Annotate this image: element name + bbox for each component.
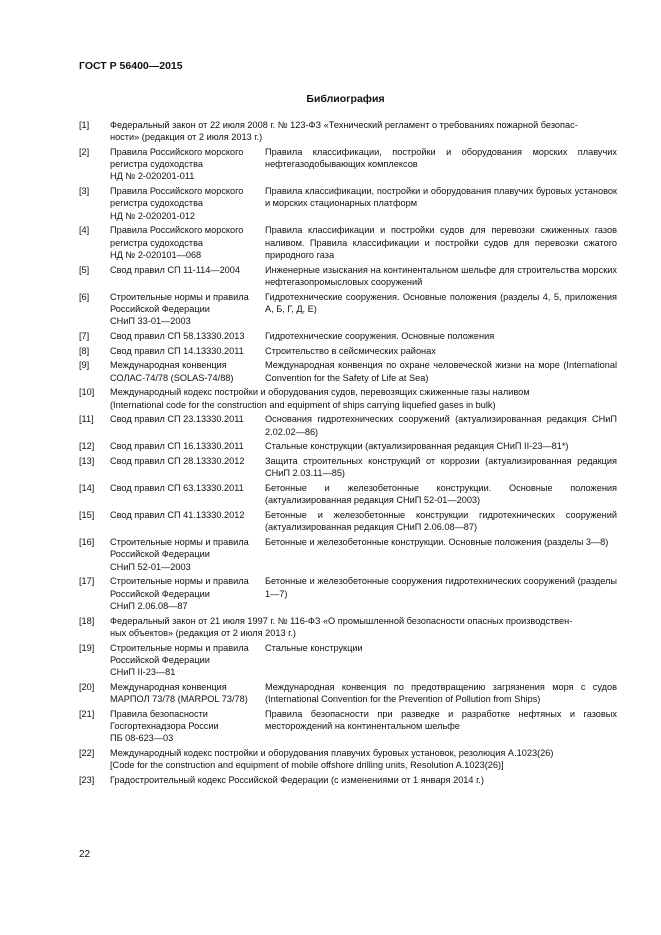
entry-description: Бетонные и железобетонные конструкции. Основные положения (актуализированная редакция СНиП 52-01—2003) <box>265 483 617 506</box>
entry-source: Строительные нормы и правила Российской Федерации СНиП 52-01—2003 <box>110 537 249 572</box>
entry-source: Международная конвенция СОЛАС-74/78 (SOLAS-74/88) <box>110 360 234 383</box>
entry-number: [1] <box>79 120 90 130</box>
entry-description: Инженерные изыскания на континентальном шельфе для строительства морских нефтегазопромысловых сооружений <box>265 264 617 287</box>
entry-description: Правила классификации и постройки судов для перевозки сжиженных газов наливом. Правила классификации и постройки судов для перевозки сжатого природного газа <box>265 225 617 260</box>
entry-full-text <box>110 615 617 639</box>
bibliography-entry <box>79 413 617 437</box>
entry-number: [17] <box>79 576 95 587</box>
entry-number: [8] <box>79 345 90 356</box>
entry-number: [20] <box>79 681 95 692</box>
document-header: ГОСТ Р 56400—2015 <box>79 60 183 72</box>
entry-number: [4] <box>79 225 90 236</box>
entry-description: Строительство в сейсмических районах <box>265 345 436 356</box>
entry-number: [22] <box>79 748 95 759</box>
entry-number: [5] <box>79 264 90 275</box>
bibliography-entry <box>79 359 617 383</box>
entry-number: [19] <box>79 642 95 653</box>
entry-number: [9] <box>79 360 90 371</box>
bibliography-entry <box>79 615 617 639</box>
entry-full-text <box>110 747 617 771</box>
entry-description: Защита строительных конструкций от коррозии (актуализированная редакция СНиП 2.03.11—85) <box>265 456 617 479</box>
entry-source: Свод правил СП 28.13330.2012 <box>110 456 245 467</box>
bibliography-entry <box>79 455 617 479</box>
entry-number: [13] <box>79 456 95 467</box>
bibliography-entry <box>79 224 617 261</box>
entry-number: [15] <box>79 510 95 521</box>
bibliography-entry <box>79 386 617 410</box>
entry-description: Стальные конструкции (актуализированная редакция СНиП II-23—81*) <box>265 441 569 452</box>
entry-description: Бетонные и железобетонные конструкции гидротехнических сооружений (актуализированная редакция СНиП 2.06.08—87) <box>265 510 617 533</box>
entry-number: [11] <box>79 414 94 425</box>
entry-number: [18] <box>79 615 95 626</box>
entry-description: Гидротехнические сооружения. Основные положения <box>265 330 495 341</box>
bibliography-entry <box>79 291 617 328</box>
entry-source: Правила Российского морского регистра судоходства НД № 2-020101—068 <box>110 225 244 260</box>
entry-text-line: ности» (редакция от 2 июля 2013 г.) <box>110 132 263 143</box>
entry-number: [10] <box>79 387 95 398</box>
bibliography-entry <box>79 575 617 612</box>
entry-description: Правила классификации, постройки и оборудования морских плавучих нефтегазодобывающих комплексов <box>265 147 617 170</box>
entry-number: [2] <box>79 147 90 157</box>
entry-source: Свод правил СП 41.13330.2012 <box>110 510 245 521</box>
entry-full-text <box>110 386 617 410</box>
entry-source: Правила Российского морского регистра судоходства НД № 2-020201-011 <box>110 147 244 182</box>
entry-text-line: Федеральный закон от 22 июля 2008 г. № 123-ФЗ «Технический регламент о требованиях пожарной безопас- <box>110 120 578 130</box>
entry-source: Свод правил СП 58.13330.2013 <box>110 330 245 341</box>
entry-text-line: ных объектов» (редакция от 2 июля 2013 г.) <box>110 627 296 638</box>
entry-description: Правила безопасности при разведке и разработке нефтяных и газовых месторождений на континентальном шельфе <box>265 708 617 732</box>
entry-source: Свод правил СП 11-114—2004 <box>110 264 241 275</box>
bibliography-entry <box>79 440 617 452</box>
entry-description: Международная конвенция по предотвращению загрязнения моря с судов (International Convention for the Prevention of Pollution from Ships) <box>265 681 617 705</box>
bibliography-entry <box>79 345 617 357</box>
entry-number: [6] <box>79 291 90 302</box>
bibliography-entry <box>79 642 617 679</box>
entry-description: Бетонные и железобетонные конструкции. Основные положения (разделы 3—8) <box>265 537 609 548</box>
bibliography-entry <box>79 330 617 342</box>
entry-number: [14] <box>79 483 95 494</box>
entry-source: Строительные нормы и правила Российской Федерации СНиП 2.06.08—87 <box>110 576 249 611</box>
entry-description: Стальные конструкции <box>265 642 363 653</box>
entry-source: Правила Российского морского регистра судоходства НД № 2-020201-012 <box>110 186 244 221</box>
entry-number: [12] <box>79 441 95 452</box>
entry-number: [21] <box>79 708 95 719</box>
entry-number: [7] <box>79 330 90 341</box>
entry-source: Строительные нормы и правила Российской Федерации СНиП II-23—81 <box>110 642 249 678</box>
bibliography-entry <box>79 119 617 143</box>
entry-description: Гидротехнические сооружения. Основные положения (разделы 4, 5, приложения А, Б, Г, Д, Е) <box>265 291 617 314</box>
entry-source: Свод правил СП 14.13330.2011 <box>110 345 244 356</box>
entry-number: [23] <box>79 775 95 786</box>
page-number: 22 <box>79 849 91 860</box>
bibliography-entry <box>79 681 617 705</box>
entry-number: [3] <box>79 186 90 197</box>
bibliography-entry <box>79 747 617 771</box>
entry-full-text <box>110 119 617 143</box>
entry-text-line: Международный кодекс постройки и оборудования судов, перевозящих сжиженные газы наливом <box>110 387 530 398</box>
entry-description: Основания гидротехнических сооружений (актуализированная редакция СНиП 2.02.02—86) <box>265 414 617 437</box>
entry-description: Бетонные и железобетонные сооружения гидротехнических сооружений (разделы 1—7) <box>265 576 617 599</box>
bibliography-entry <box>79 264 617 288</box>
bibliography-entry <box>79 185 617 222</box>
bibliography-entry <box>79 708 617 745</box>
entry-source: Свод правил СП 23.13330.2011 <box>110 414 244 425</box>
bibliography-entry <box>79 146 617 183</box>
bibliography-list <box>79 119 617 789</box>
entry-description: Международная конвенция по охране человеческой жизни на море (International Convention for the Safety of Life at Sea) <box>265 360 617 383</box>
bibliography-entry <box>79 482 617 506</box>
entry-text-line: Градостроительный кодекс Российской Федерации (с изменениями от 1 января 2014 г.) <box>110 775 484 786</box>
bibliography-entry <box>79 536 617 573</box>
section-title: Библиография <box>306 93 385 105</box>
entry-text-line: (International code for the construction and equipment of ships carrying liquefied gases in bulk) <box>110 399 496 410</box>
entry-full-text <box>110 774 617 786</box>
entry-description: Правила классификации, постройки и оборудования плавучих буровых установок и морских стационарных платформ <box>265 186 617 209</box>
entry-source: Строительные нормы и правила Российской Федерации СНиП 33-01—2003 <box>110 291 249 327</box>
bibliography-entry <box>79 774 617 786</box>
entry-source: Международная конвенция МАРПОЛ 73/78 (MARPOL 73/78) <box>110 681 248 705</box>
entry-text-line: [Code for the construction and equipment of mobile offshore drilling units, Resolution A.1023(26)] <box>110 760 504 771</box>
entry-source: Свод правил СП 63.13330.2011 <box>110 483 244 494</box>
entry-text-line: Международный кодекс постройки и оборудования плавучих буровых установок, резолюция А.1023(26) <box>110 748 554 759</box>
entry-text-line: Федеральный закон от 21 июля 1997 г. № 116-ФЗ «О промышленной безопасности опасных производствен- <box>110 615 573 626</box>
bibliography-entry <box>79 509 617 533</box>
entry-source: Правила безопасности Госгортехнадзора России ПБ 08-623—03 <box>110 708 219 744</box>
entry-number: [16] <box>79 537 95 548</box>
entry-source: Свод правил СП 16.13330.2011 <box>110 441 244 452</box>
